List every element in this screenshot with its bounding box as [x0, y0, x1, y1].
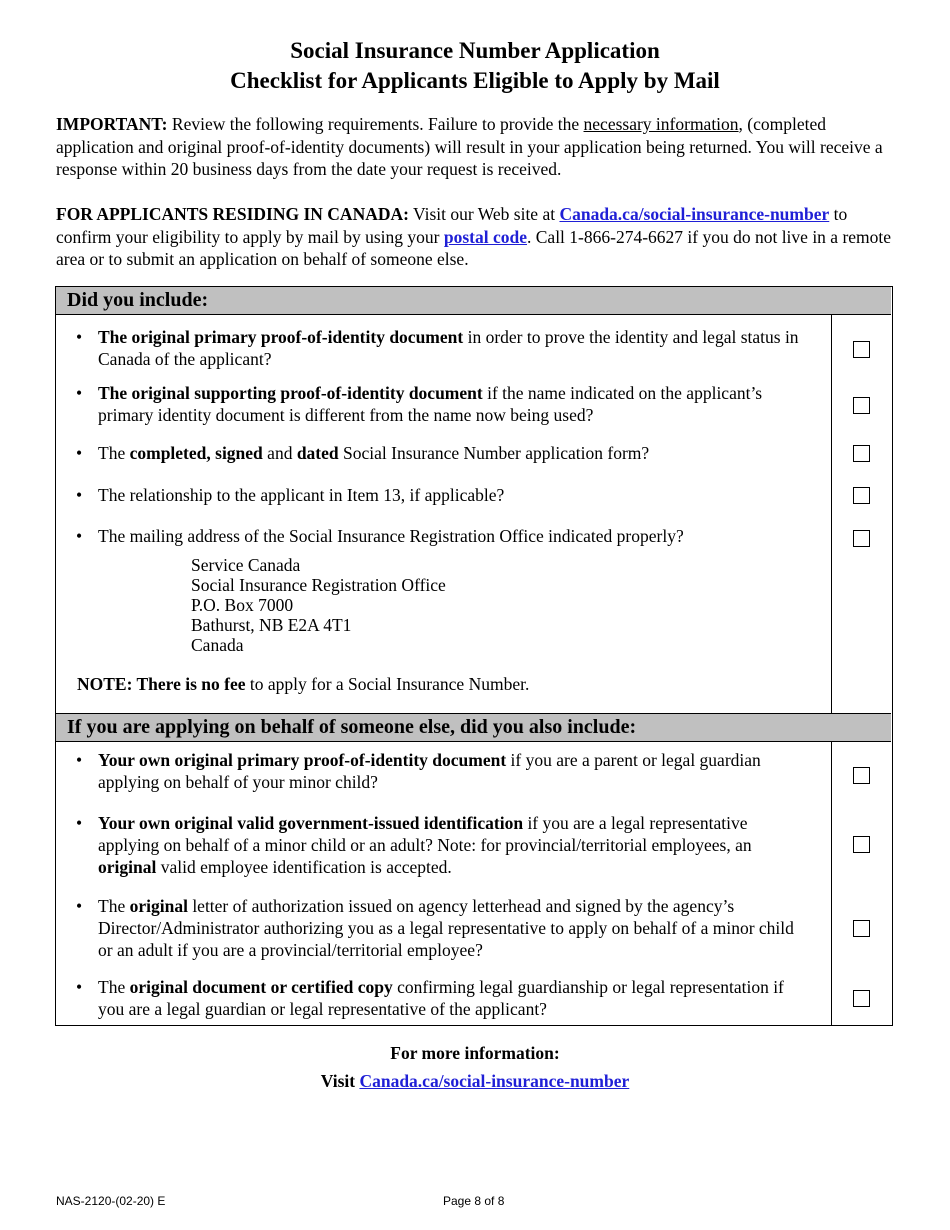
item-text: The mailing address of the Social Insurance Registration Office indicated properly? [98, 526, 684, 546]
residing-text-c: . Call 1-866-274-6627 if you do not live in a remote area or to submit an application on behalf of someone else. [56, 226, 892, 269]
checkbox-primary-proof[interactable] [853, 341, 870, 358]
item-text: The [98, 443, 130, 463]
checkbox-guardianship-document[interactable] [853, 990, 870, 1007]
page-title [0, 36, 950, 96]
item-text: if the name indicated on the applicant’s primary identity document is different from the name now being used? [98, 383, 763, 425]
more-info-link[interactable]: Canada.ca/social-insurance-number [359, 1071, 630, 1091]
necessary-information: necessary information [583, 114, 739, 134]
checkbox-authorization-letter[interactable] [853, 920, 870, 937]
bullet: • [76, 485, 83, 505]
item-text: The [98, 977, 130, 997]
title-line-1: Social Insurance Number Application [290, 38, 660, 63]
address-line: P.O. Box 7000 [191, 595, 294, 615]
column-divider [831, 742, 832, 1026]
section1-item-1 [76, 326, 806, 370]
bullet: • [76, 443, 83, 463]
address-line: Social Insurance Registration Office [191, 575, 446, 595]
section1-item-3 [76, 442, 806, 464]
address-line: Canada [191, 635, 244, 655]
item-bold: completed, signed [129, 443, 263, 463]
important-paragraph [56, 113, 896, 181]
bullet: • [76, 813, 83, 833]
checkbox-supporting-proof[interactable] [853, 397, 870, 414]
residing-paragraph [56, 203, 896, 271]
column-divider [831, 315, 832, 713]
address-line: Service Canada [191, 555, 301, 575]
bullet: • [76, 383, 83, 403]
note-text: to apply for a Social Insurance Number. [245, 674, 530, 694]
section2-item-1 [76, 749, 806, 793]
bullet: • [76, 327, 83, 347]
form-id: NAS-2120-(02-20) E [56, 1194, 166, 1208]
more-info-heading: For more information: [390, 1043, 560, 1063]
section2-item-2 [76, 812, 806, 878]
fee-note [77, 673, 529, 695]
postal-code-link[interactable]: postal code [443, 226, 527, 247]
item-bold: Your own original primary proof-of-identity document [98, 750, 507, 770]
residing-text-b: to confirm your eligibility to apply by mail by using your [56, 204, 848, 247]
section2-item-3 [76, 895, 806, 961]
more-info-visit [0, 1071, 950, 1092]
section1-header: Did you include: [56, 287, 891, 315]
important-label: IMPORTANT: [56, 114, 168, 134]
item-text: valid employee identification is accepted. [156, 857, 452, 877]
checkbox-own-primary-proof[interactable] [853, 767, 870, 784]
sin-website-link[interactable]: Canada.ca/social-insurance-number [559, 204, 830, 224]
bullet: • [76, 977, 83, 997]
residing-label: FOR APPLICANTS RESIDING IN CANADA: [56, 204, 409, 224]
item-text: The relationship to the applicant in Item 13, if applicable? [98, 485, 505, 505]
item-text: in order to prove the identity and legal status in Canada of the applicant? [98, 327, 799, 369]
item-text: and [262, 443, 297, 463]
visit-label: Visit [320, 1071, 360, 1091]
item-bold: Your own original valid government-issued identification [98, 813, 524, 833]
mailing-address [191, 555, 446, 655]
checkbox-application-form[interactable] [853, 445, 870, 462]
important-text-a: Review the following requirements. Failure to provide the [167, 114, 584, 134]
item-text: Social Insurance Number application form? [338, 443, 650, 463]
item-bold: dated [296, 443, 339, 463]
item-text: if you are a legal representative applying on behalf of a minor child or an adult? Note: for provincial/territorial employees, an [98, 813, 752, 855]
section1-item-5 [76, 525, 806, 547]
item-text: if you are a parent or legal guardian applying on behalf of your minor child? [98, 750, 761, 792]
section1-item-4 [76, 484, 806, 506]
checklist-table [55, 286, 893, 1026]
item-bold: The original primary proof-of-identity document [98, 327, 464, 347]
section2-item-4 [76, 976, 806, 1020]
checkbox-government-id[interactable] [853, 836, 870, 853]
item-text: letter of authorization issued on agency letterhead and signed by the agency’s Director/Administrator authorizing you as a legal representative to apply on behalf of a minor child or an adult if you are a provincial/territorial employee? [98, 896, 794, 960]
important-text-b: , (completed application and original proof-of-identity documents) will result in your application being returned. You will receive a response within 20 business days from the date your request is received. [56, 114, 883, 179]
residing-text-a: Visit our Web site at [408, 204, 560, 224]
item-bold: original [129, 896, 188, 916]
note-bold: NOTE: There is no fee [77, 674, 246, 694]
checkbox-mailing-address[interactable] [853, 530, 870, 547]
bullet: • [76, 526, 83, 546]
address-line: Bathurst, NB E2A 4T1 [191, 615, 352, 635]
page-number: Page 8 of 8 [443, 1194, 505, 1208]
checkbox-relationship[interactable] [853, 487, 870, 504]
item-bold: original document or certified copy [129, 977, 393, 997]
bullet: • [76, 750, 83, 770]
item-bold: The original supporting proof-of-identity document [98, 383, 483, 403]
title-line-2: Checklist for Applicants Eligible to Apply by Mail [230, 68, 720, 93]
item-text: The [98, 896, 130, 916]
item-text: confirming legal guardianship or legal representation if you are a legal guardian or legal representative of the applicant? [98, 977, 784, 1019]
section2-header: If you are applying on behalf of someone else, did you also include: [56, 713, 891, 742]
section1-item-2 [76, 382, 806, 426]
item-bold: original [98, 857, 157, 877]
bullet: • [76, 896, 83, 916]
